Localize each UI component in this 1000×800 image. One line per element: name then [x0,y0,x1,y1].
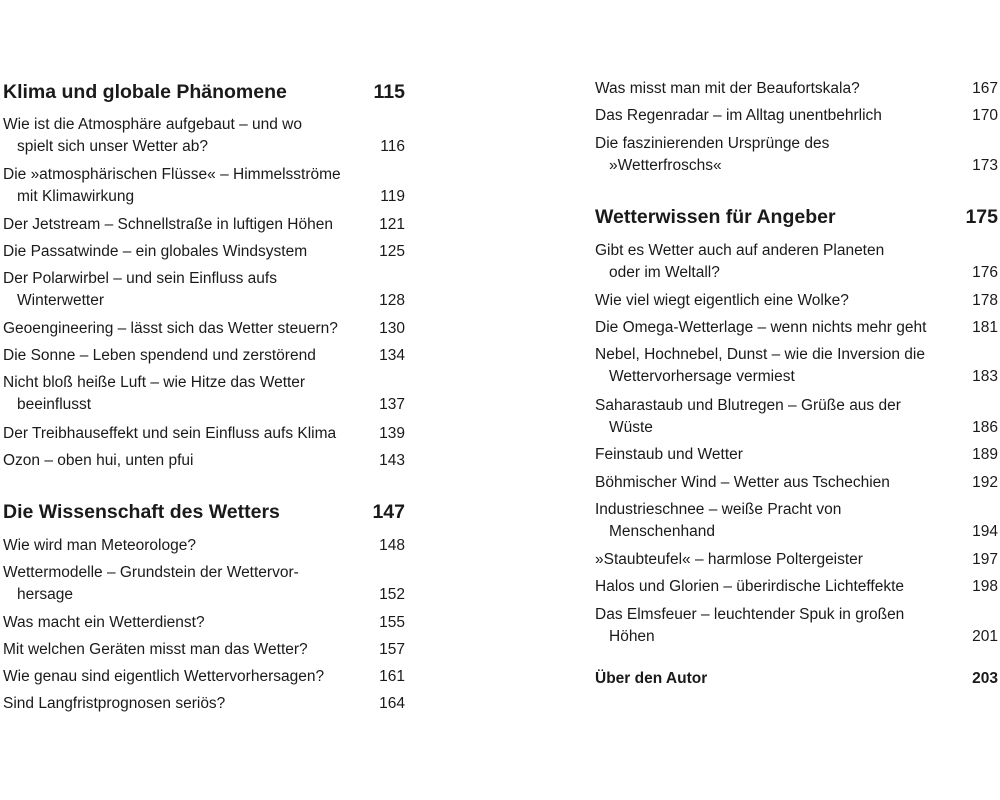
toc-entry[interactable] [3,241,405,263]
entry-title-line2: Wettervorhersage vermiest [609,368,795,385]
entry-page-number: 181 [972,319,998,336]
entry-page-number: 161 [379,668,405,685]
entry-title: Feinstaub und Wetter [595,446,743,463]
entry-title: Ozon – oben hui, unten pfui [3,452,194,469]
entry-page-number: 176 [972,264,998,281]
toc-entry[interactable] [3,372,405,416]
section-page-number: 175 [965,206,998,228]
entry-page-number: 178 [972,292,998,309]
entry-page-number: 186 [972,419,998,436]
entry-title: Wie genau sind eigentlich Wettervorhersagen? [3,668,325,685]
toc-entry[interactable] [3,639,405,661]
entry-title: Halos und Glorien – überirdische Lichteffekte [595,578,905,595]
entry-title-line2: Höhen [609,628,655,645]
author-entry[interactable] [595,668,998,690]
toc-entry[interactable] [3,423,405,445]
entry-page-number: 137 [379,396,405,413]
toc-entry[interactable] [595,78,998,100]
toc-entry[interactable] [3,612,405,634]
toc-entry[interactable] [595,133,998,177]
entry-title-line1: Saharastaub und Blutregen – Grüße aus der [595,397,901,414]
toc-entry[interactable] [3,535,405,557]
section-title: Die Wissenschaft des Wetters [3,501,280,523]
entry-title: Was misst man mit der Beaufortskala? [595,80,860,97]
entry-title-line2: beeinflusst [17,396,92,413]
section-heading[interactable] [3,79,405,105]
entry-page-number: 170 [972,107,998,124]
entry-page-number: 189 [972,446,998,463]
entry-title-line1: Nicht bloß heiße Luft – wie Hitze das Wetter [3,374,306,391]
entry-page-number: 194 [972,523,998,540]
entry-title: Wie viel wiegt eigentlich eine Wolke? [595,292,849,309]
toc-entry[interactable] [3,562,405,606]
entry-page-number: 121 [379,216,405,233]
entry-title-line1: Wie ist die Atmosphäre aufgebaut – und wo [3,116,302,133]
entry-title: Sind Langfristprognosen seriös? [3,695,226,712]
entry-page-number: 116 [380,138,405,155]
toc-entry[interactable] [595,604,998,648]
author-title: Über den Autor [595,670,708,687]
toc-entry[interactable] [3,268,405,312]
entry-title: Die Sonne – Leben spendend und zerstörend [3,347,316,364]
toc-entry[interactable] [595,344,998,388]
entry-title-line2: hersage [17,586,74,603]
toc-entry[interactable] [3,114,405,158]
section-page-number: 147 [372,501,405,523]
entry-title: Böhmischer Wind – Wetter aus Tschechien [595,474,890,491]
entry-title: Der Jetstream – Schnellstraße in luftigen Höhen [3,216,333,233]
entry-title-line1: Industrieschnee – weiße Pracht von [595,501,842,518]
toc-entry[interactable] [595,472,998,494]
toc-entry[interactable] [595,499,998,543]
entry-page-number: 157 [379,641,405,658]
entry-title-line1: Das Elmsfeuer – leuchtender Spuk in großen [595,606,905,623]
entry-page-number: 134 [379,347,405,364]
toc-entry[interactable] [3,214,405,236]
section-title: Wetterwissen für Angeber [595,206,836,228]
entry-page-number: 125 [379,243,405,260]
entry-title-line2: oder im Weltall? [609,264,720,281]
author-page-number: 203 [972,670,998,687]
entry-page-number: 155 [379,614,405,631]
entry-title: Die Passatwinde – ein globales Windsystem [3,243,308,260]
toc-entry[interactable] [595,317,998,339]
entry-page-number: 173 [972,157,998,174]
toc-entry[interactable] [3,318,405,340]
entry-title: Das Regenradar – im Alltag unentbehrlich [595,107,882,124]
entry-page-number: 167 [972,80,998,97]
toc-entry[interactable] [3,164,405,208]
entry-title-line1: Die faszinierenden Ursprünge des [595,135,830,152]
entry-page-number: 130 [379,320,405,337]
entry-page-number: 198 [972,578,998,595]
entry-page-number: 148 [379,537,405,554]
entry-title: »Staubteufel« – harmlose Poltergeister [595,551,863,568]
entry-title-line2: »Wetterfroschs« [609,157,722,174]
entry-title-line1: Gibt es Wetter auch auf anderen Planeten [595,242,885,259]
entry-title-line1: Die »atmosphärischen Flüsse« – Himmelsströme [3,166,341,183]
entry-title: Mit welchen Geräten misst man das Wetter? [3,641,308,658]
toc-entry[interactable] [3,693,405,715]
entry-page-number: 152 [379,586,405,603]
toc-entry[interactable] [595,240,998,284]
toc-entry[interactable] [595,290,998,312]
section-page-number: 115 [373,81,405,103]
toc-entry[interactable] [595,105,998,127]
entry-title-line1: Der Polarwirbel – und sein Einfluss aufs [3,270,277,287]
entry-title-line1: Wettermodelle – Grundstein der Wettervor- [3,564,299,581]
toc-entry[interactable] [3,666,405,688]
entry-title-line2: mit Klimawirkung [17,188,135,205]
section-heading[interactable] [595,204,998,230]
entry-title: Der Treibhauseffekt und sein Einfluss aufs Klima [3,425,337,442]
entry-page-number: 139 [379,425,405,442]
entry-title-line2: Menschenhand [609,523,715,540]
entry-title-line2: Winterwetter [17,292,104,309]
toc-entry[interactable] [595,444,998,466]
entry-page-number: 128 [379,292,405,309]
entry-title: Die Omega-Wetterlage – wenn nichts mehr geht [595,319,927,336]
entry-page-number: 164 [379,695,405,712]
toc-entry[interactable] [3,345,405,367]
section-title: Klima und globale Phänomene [3,81,287,103]
entry-title-line2: Wüste [609,419,653,436]
entry-page-number: 192 [972,474,998,491]
entry-title-line1: Nebel, Hochnebel, Dunst – wie die Inversion die [595,346,925,363]
toc-entry[interactable] [595,549,998,571]
toc-entry[interactable] [3,450,405,472]
entry-page-number: 197 [972,551,998,568]
entry-title: Was macht ein Wetterdienst? [3,614,205,631]
entry-title-line2: spielt sich unser Wetter ab? [17,138,208,155]
toc-entry[interactable] [595,395,998,439]
entry-page-number: 183 [972,368,998,385]
entry-page-number: 201 [972,628,998,645]
entry-title: Geoengineering – lässt sich das Wetter steuern? [3,320,338,337]
entry-title: Wie wird man Meteorologe? [3,537,196,554]
entry-page-number: 119 [380,188,405,205]
entry-page-number: 143 [379,452,405,469]
toc-entry[interactable] [595,576,998,598]
section-heading[interactable] [3,499,405,525]
